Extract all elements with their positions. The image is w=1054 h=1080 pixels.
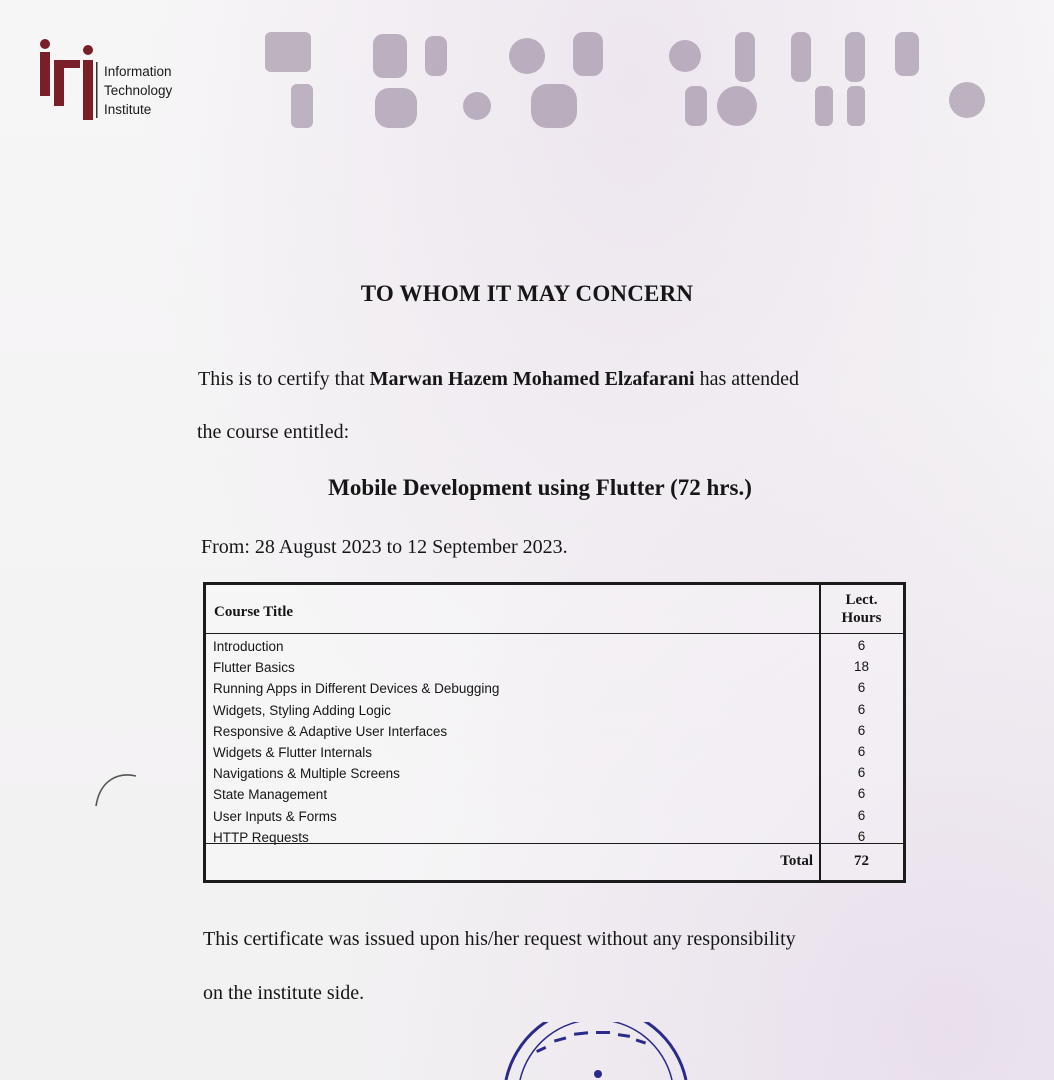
table-row: [206, 723, 903, 744]
row-course-title: Responsive & Adaptive User Interfaces: [213, 723, 448, 739]
row-lect-hours: 6: [857, 765, 866, 781]
row-lect-hours: 6: [857, 638, 866, 653]
header-lect: Lect.: [845, 592, 878, 608]
table-row: [206, 786, 903, 807]
table-row: [206, 638, 903, 659]
row-course-title: Widgets & Flutter Internals: [213, 744, 373, 760]
watermark-pattern: [255, 20, 1015, 140]
row-course-title: User Inputs & Forms: [213, 808, 337, 824]
certify-prefix: This is to certify that: [198, 368, 370, 390]
course-dates: From: 28 August 2023 to 12 September 2023.: [201, 536, 568, 558]
header-course-title: Course Title: [214, 604, 294, 620]
row-course-title: HTTP Requests: [213, 829, 309, 845]
logo-line-institute: Institute: [104, 102, 152, 117]
row-lect-hours: 6: [857, 743, 866, 759]
table-row: [206, 765, 903, 786]
row-course-title: Running Apps in Different Devices & Debugging: [213, 681, 500, 697]
row-course-title: Introduction: [213, 639, 284, 654]
row-lect-hours: 6: [857, 722, 866, 738]
total-label: Total: [780, 853, 813, 869]
header-lect-hours: [820, 591, 903, 627]
disclaimer-line-1: This certificate was issued upon his/her request without any responsibility: [203, 928, 796, 950]
row-lect-hours: 18: [853, 659, 870, 675]
table-row: [206, 702, 903, 723]
row-course-title: Navigations & Multiple Screens: [213, 766, 400, 782]
table-total-row: [206, 843, 903, 881]
certify-line-1: [198, 368, 799, 391]
pen-mark-icon: [88, 770, 148, 820]
course-title: Mobile Development using Flutter (72 hrs.): [328, 475, 752, 500]
row-lect-hours: 6: [857, 828, 866, 844]
logo-text: [104, 62, 172, 119]
row-lect-hours: 6: [857, 807, 866, 823]
course-table: [203, 582, 906, 883]
row-lect-hours: 6: [857, 701, 866, 717]
table-row: [206, 808, 903, 829]
row-course-title: State Management: [213, 787, 328, 803]
certify-suffix: has attended: [694, 368, 799, 390]
recipient-name: Marwan Hazem Mohamed Elzafarani: [369, 368, 695, 390]
table-row: [206, 659, 903, 680]
institute-stamp-icon: [496, 1022, 696, 1080]
header-hours: Hours: [841, 610, 882, 626]
table-header: [206, 585, 903, 634]
logo-line-technology: Technology: [104, 83, 173, 98]
table-row: [206, 680, 903, 701]
row-course-title: Widgets, Styling Adding Logic: [213, 702, 391, 718]
disclaimer-line-2: on the institute side.: [203, 982, 365, 1004]
table-row: [206, 744, 903, 765]
certify-line-2: the course entitled:: [197, 421, 350, 443]
total-value: 72: [854, 853, 869, 869]
page-heading: TO WHOM IT MAY CONCERN: [360, 281, 694, 306]
logo-line-information: Information: [104, 64, 172, 79]
row-lect-hours: 6: [857, 680, 866, 696]
row-lect-hours: 6: [857, 786, 866, 802]
table-body: [206, 638, 903, 850]
row-course-title: Flutter Basics: [213, 660, 295, 676]
